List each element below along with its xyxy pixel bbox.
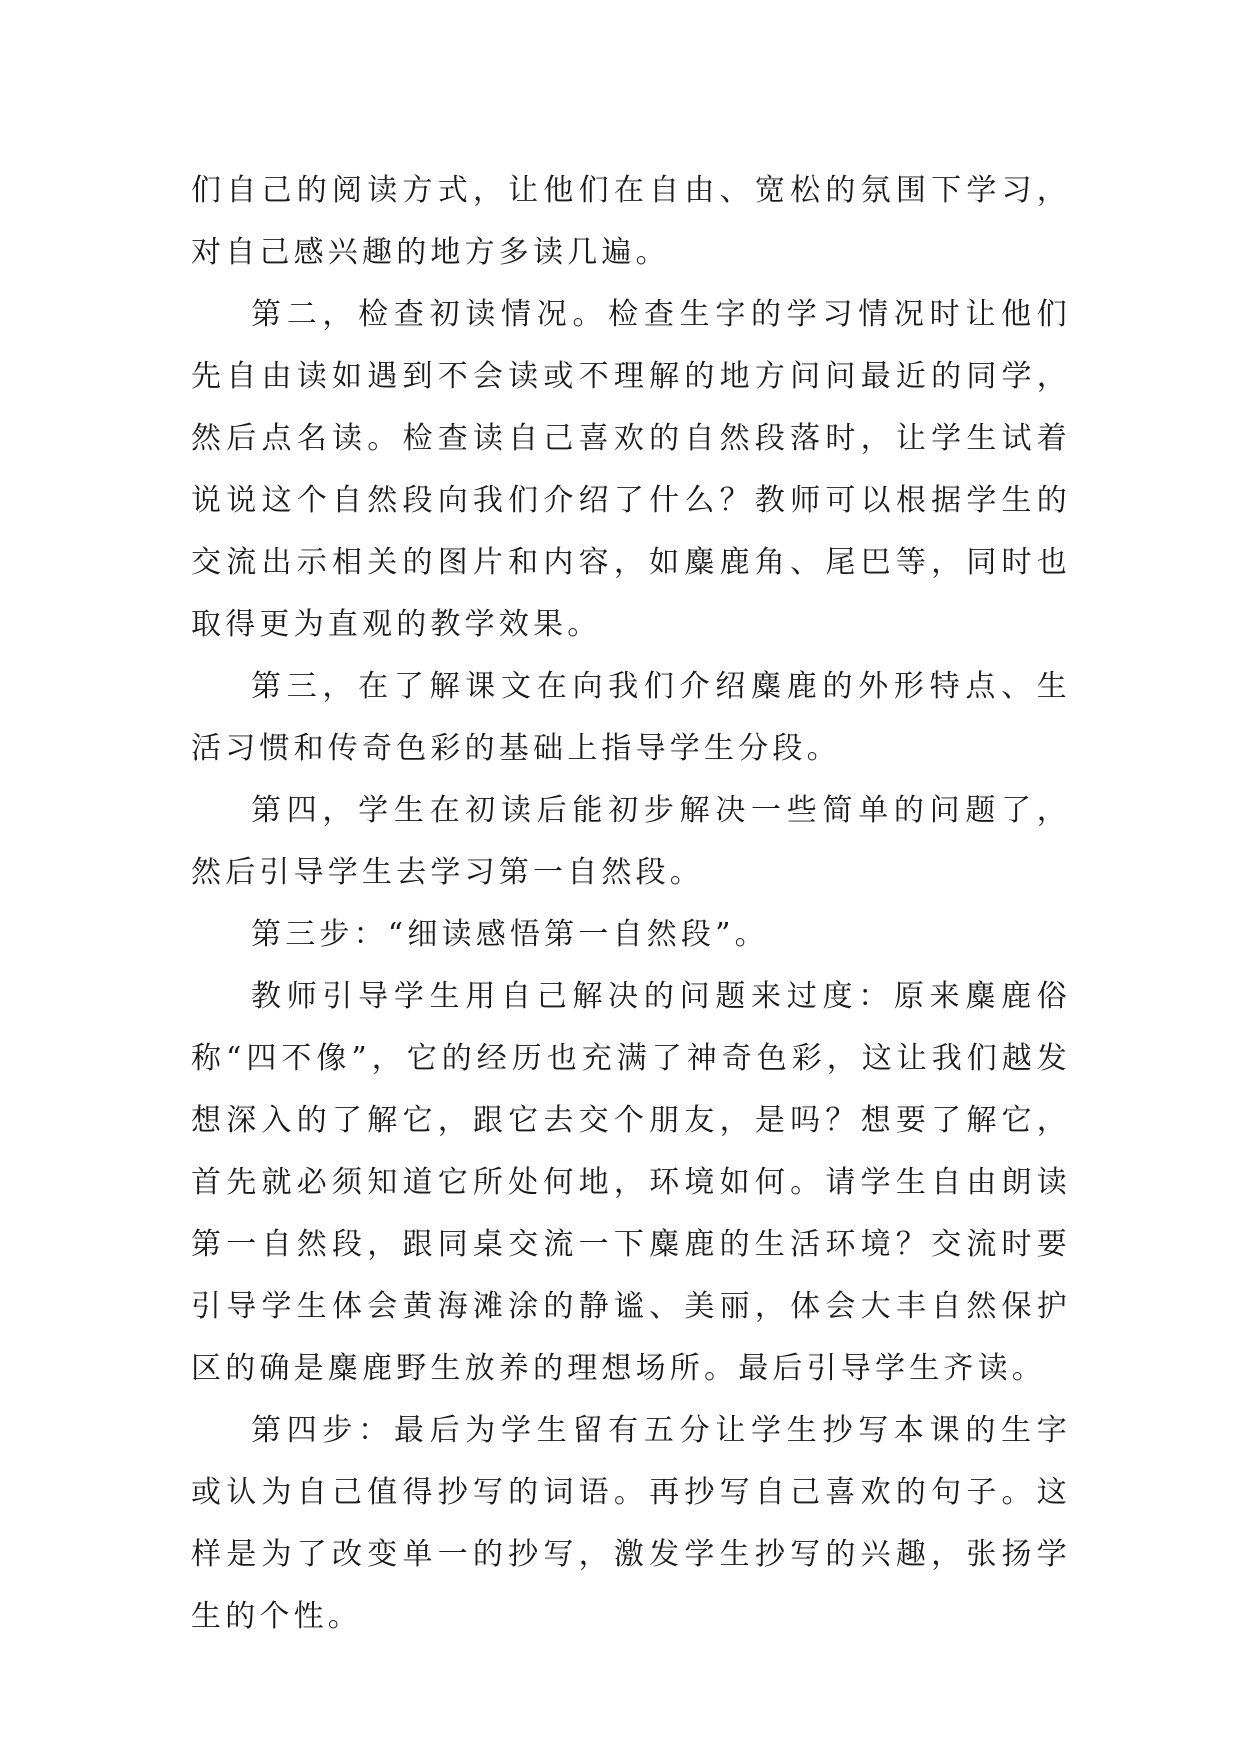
paragraph-fourth-first-section: 第四，学生在初读后能初步解决一些简单的问题了，然后引导学生去学习第一自然段。 bbox=[191, 793, 1071, 890]
paragraph-continuation: 们自己的阅读方式，让他们在自由、宽松的氛围下学习，对自己感兴趣的地方多读几遍。 bbox=[191, 173, 1071, 270]
document-body bbox=[191, 160, 1071, 1648]
paragraph-check-reading: 第二，检查初读情况。检查生字的学习情况时让他们先自由读如遇到不会读或不理解的地方问问最近的同学，然后点名读。检查读自己喜欢的自然段落时，让学生试着说说这个自然段向我们介绍了什么？教师可以根据学生的交流出示相关的图片和内容，如麋鹿角、尾巴等，同时也取得更为直观的教学效果。 bbox=[191, 297, 1071, 642]
paragraph-teacher-guidance: 教师引导学生用自己解决的问题来过度：原来麋鹿俗称“四不像”，它的经历也充满了神奇色彩，这让我们越发想深入的了解它，跟它去交个朋友，是吗？想要了解它，首先就必须知道它所处何地，环境如何。请学生自由朗读第一自然段，跟同桌交流一下麋鹿的生活环境？交流时要引导学生体会黄海滩涂的静谧、美丽，体会大丰自然保护区的确是麋鹿野生放养的理想场所。最后引导学生齐读。 bbox=[191, 979, 1071, 1386]
paragraph-step-three-heading: 第三步：“细读感悟第一自然段”。 bbox=[251, 917, 769, 952]
paragraph-step-four: 第四步：最后为学生留有五分让学生抄写本课的生字或认为自己值得抄写的词语。再抄写自己喜欢的句子。这样是为了改变单一的抄写，激发学生抄写的兴趣，张扬学生的个性。 bbox=[191, 1413, 1071, 1634]
paragraph-third-segment: 第三，在了解课文在向我们介绍麋鹿的外形特点、生活习惯和传奇色彩的基础上指导学生分段。 bbox=[191, 669, 1071, 766]
